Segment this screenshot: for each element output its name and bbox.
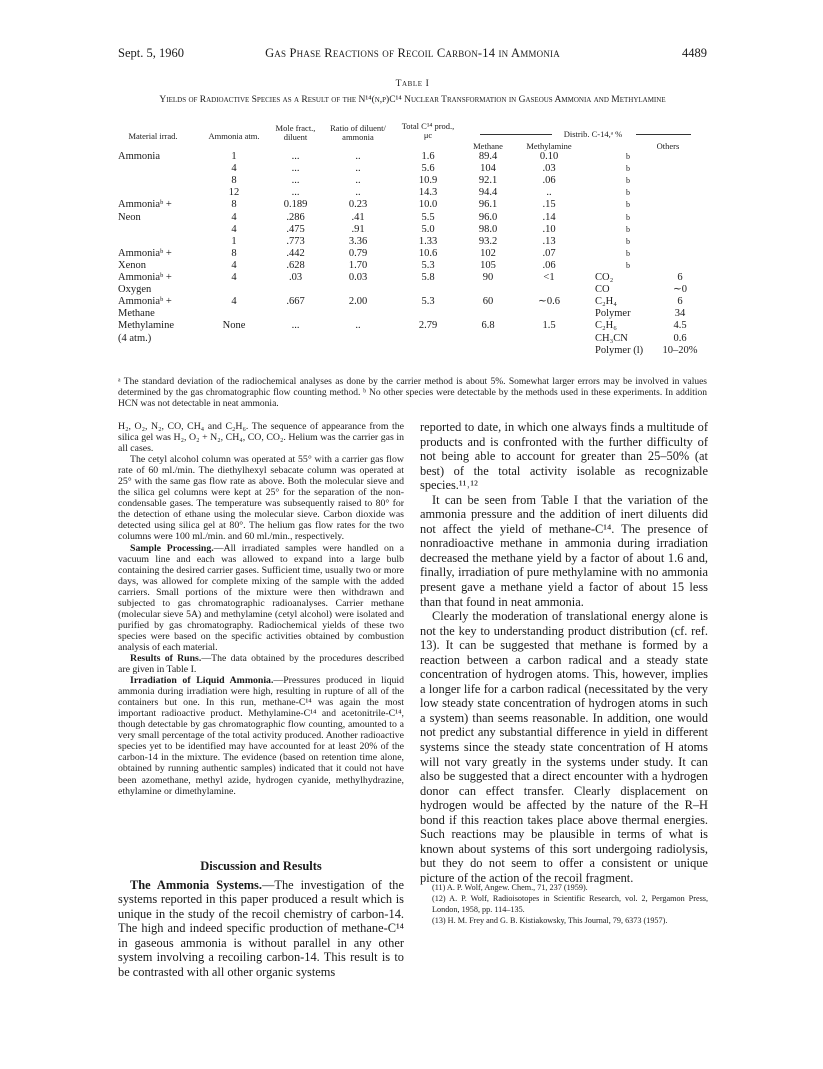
paragraph: H₂, O₂, N₂, CO, CH₄ and C₂H₆. The sequence of appearance from the silica gel was H₂, O₂ + N₂, CH₄, CO, CO₂. Helium was the carrier gas in all cases.: [118, 421, 404, 455]
col-header-total: Total C¹⁴ prod., μc: [401, 121, 455, 140]
cell-total: 5.8: [421, 272, 435, 283]
col-header-mole-fraction: Mole fract., diluent: [275, 123, 316, 142]
col-header-ammonia: Ammonia atm.: [208, 131, 260, 141]
cell-ammonia: 12: [228, 187, 240, 199]
cell-ratio: ..: [355, 151, 361, 162]
cell-total: 5.6: [421, 163, 435, 175]
cell-ammonia: 4: [231, 163, 237, 175]
cell-ammonia: 1: [231, 151, 237, 162]
cell-mole-fraction: .03: [288, 272, 303, 283]
cell-material: Methylamine: [118, 320, 174, 332]
cell-footnote-mark: b: [626, 188, 630, 198]
table-row: [118, 199, 707, 211]
cell-footnote-mark: b: [626, 236, 630, 246]
cell-ratio: 3.36: [348, 235, 368, 247]
cell-total: 10.0: [418, 199, 438, 211]
cell-footnote-mark: b: [626, 260, 630, 270]
cell-methylamine: ∼0.6: [538, 296, 560, 308]
cell-other-species: CH₃CN: [595, 332, 628, 344]
cell-mole-fraction: .442: [286, 247, 305, 259]
run-in-heading: Results of Runs.: [130, 652, 202, 664]
cell-footnote-mark: b: [626, 224, 630, 234]
table-row: [118, 345, 707, 357]
cell-other-value: 6: [677, 296, 683, 308]
cell-methylamine: .13: [542, 235, 556, 247]
cell-other-species: CO₂: [595, 272, 614, 283]
paragraph: reported to date, in which one always finds a multitude of products and is confronted with the further difficulty of not being able to account for greater than 25–50% (at best) of the total activity isolable as recognizable species.¹¹˒¹²: [420, 420, 708, 493]
col-header-methylamine: Methylamine: [526, 141, 572, 151]
header-date: Sept. 5, 1960: [118, 46, 184, 60]
cell-other-species: Polymer (l): [595, 344, 644, 356]
cell-ratio: .41: [351, 211, 365, 223]
table-row: [118, 308, 707, 320]
cell-methane: 102: [480, 247, 496, 259]
left-column-discussion: [118, 859, 404, 979]
table-row: [118, 272, 707, 284]
cell-methylamine: .07: [542, 247, 556, 259]
cell-other-value: 10–20%: [662, 344, 698, 356]
table-footnote: ᵃ The standard deviation of the radiochemical analyses as done by the carrier method is about 5%. Somewhat larger errors may be involved in values determined by the gas chromatographic flow counting method. ᵇ No other species were detectable by the methods used in these experiments. In addition HCN was not detectable in neat ammonia.: [118, 377, 707, 409]
cell-footnote-mark: b: [626, 200, 630, 210]
cell-methane: 96.0: [478, 211, 498, 223]
cell-methylamine: .15: [542, 199, 556, 211]
cell-mole-fraction: .475: [286, 223, 305, 235]
cell-footnote-mark: b: [626, 176, 630, 186]
col-header-ratio: Ratio of diluent/ ammonia: [330, 123, 386, 142]
cell-other-species: Polymer: [595, 308, 631, 320]
cell-methane: 93.2: [478, 235, 498, 247]
cell-ratio: 0.79: [348, 247, 368, 259]
paragraph-text: —Pressures produced in liquid ammonia during irradiation were high, resulting in rupture of all of the containers but one. In this run, methane-C¹⁴ was again the most important radioactive product. Methylamine-C¹⁴ and acetonitrile-C¹⁴, though detectable by gas chromatographic flow counting, amounted to a very small percentage of the total activity produced. Another radioactive species yet to be identified may have accounted for at least 20% of the carbon-14 in the mixture. The evidence (based on retention time alone, obtained by running authentic samples) indicated that it could not have been azomethane, methyl azide, hydrogen cyanide, methylhydrazine, ethylamine or dimethylamine.: [118, 675, 404, 797]
cell-methylamine: 1.5: [542, 320, 556, 332]
reference-item: (13) H. M. Frey and G. B. Kistiakowsky, This Journal, 79, 6373 (1957).: [432, 916, 668, 925]
cell-methylamine: .06: [542, 259, 556, 271]
section-heading: Discussion and Results: [200, 859, 322, 873]
reference-item: (11) A. P. Wolf, Angew. Chem., 71, 237 (1959).: [432, 883, 588, 892]
cell-material: Neon: [118, 211, 141, 223]
cell-ammonia: 4: [231, 272, 237, 283]
table-row: [118, 236, 707, 248]
table-row: [118, 260, 707, 272]
cell-ammonia: 8: [231, 175, 237, 187]
paragraph-text: —The data obtained by the procedures described are given in Table I.: [118, 652, 404, 676]
right-column: [420, 420, 708, 886]
cell-mole-fraction: .667: [286, 296, 305, 308]
cell-total: 5.3: [421, 296, 435, 308]
cell-ammonia: 4: [231, 211, 237, 223]
paragraph: [118, 675, 404, 797]
left-column: [118, 421, 404, 797]
references: [420, 882, 708, 926]
cell-material: Xenon: [118, 259, 146, 271]
paragraph: [118, 543, 404, 653]
cell-material: (4 atm.): [118, 332, 152, 344]
cell-methane: 96.1: [478, 199, 498, 211]
table-label: Table I: [395, 79, 430, 89]
distrib-rule-right: [636, 134, 691, 135]
cell-total: 1.6: [421, 151, 435, 162]
paragraph: [118, 878, 404, 980]
col-header-others: Others: [656, 141, 680, 151]
cell-mole-fraction: ...: [291, 163, 300, 175]
reference-item: (12) A. P. Wolf, Radioisotopes in Scientific Research, vol. 2, Pergamon Press, London, 1958, pp. 114–135.: [432, 894, 708, 914]
table-row: [118, 224, 707, 236]
col-header-methane: Methane: [473, 141, 503, 151]
cell-material: Oxygen: [118, 284, 152, 296]
cell-total: 5.5: [421, 211, 435, 223]
cell-mole-fraction: ...: [291, 175, 300, 187]
cell-methylamine: <1: [543, 272, 555, 283]
cell-mole-fraction: .286: [286, 211, 305, 223]
cell-methane: 94.4: [478, 187, 498, 199]
cell-other-value: 34: [674, 308, 686, 320]
cell-methane: 92.1: [478, 175, 498, 187]
cell-methane: 105: [480, 259, 496, 271]
cell-total: 10.6: [418, 247, 438, 259]
cell-methane: 60: [482, 296, 494, 308]
cell-mole-fraction: .773: [286, 235, 305, 247]
run-in-heading: Sample Processing.: [130, 542, 214, 554]
cell-methylamine: 0.10: [539, 151, 559, 162]
cell-material: Ammoniaᵇ +: [118, 296, 172, 308]
table-row: [118, 151, 707, 163]
col-header-distrib: Distrib. C-14,ᵃ %: [563, 129, 623, 139]
paragraph-text: —The investigation of the systems reported in this paper produced a result which is unique in the study of the recoil chemistry of carbon-14. The high and indeed specific production of methane-C¹⁴ in gaseous ammonia is without parallel in any other system involving a recoiling carbon-14. This result is to be contrasted with all other organic systems: [118, 877, 404, 979]
cell-other-species: C₂H₄: [595, 296, 617, 308]
cell-ratio: ..: [355, 163, 361, 175]
paragraph: [118, 653, 404, 675]
run-in-heading: The Ammonia Systems.: [130, 877, 262, 892]
table-row: [118, 248, 707, 260]
cell-mole-fraction: ...: [291, 151, 300, 162]
paragraph: It can be seen from Table I that the variation of the ammonia pressure and the addition of inert diluents did not affect the yield of methane-C¹⁴. The presence of nonradioactive methane in ammonia during irradiation decreased the methane yield by a factor of about 1.6 and, finally, irradiation of pure methylamine with no ammonia present gave a methane yield a factor of about 15 less than that found in neat ammonia.: [420, 492, 708, 609]
cell-total: 5.0: [421, 223, 435, 235]
table-row: [118, 187, 707, 199]
cell-ratio: .91: [351, 223, 365, 235]
table-row: [118, 296, 707, 308]
col-header-material: Material irrad.: [128, 131, 178, 141]
cell-material: Ammoniaᵇ +: [118, 247, 172, 259]
cell-material: Ammoniaᵇ +: [118, 199, 172, 211]
cell-total: 1.33: [418, 235, 438, 247]
cell-methane: 98.0: [478, 223, 498, 235]
table-row: [118, 333, 707, 345]
table-row: [118, 175, 707, 187]
cell-other-value: 6: [677, 272, 683, 283]
cell-ratio: 2.00: [348, 296, 368, 308]
cell-total: 2.79: [418, 320, 438, 332]
cell-total: 14.3: [418, 187, 438, 199]
table-caption: Yields of Radioactive Species as a Result of the N¹⁴(n,p)C¹⁴ Nuclear Transformation in Gaseous Ammonia and Methylamine: [159, 95, 666, 105]
cell-methylamine: .10: [542, 223, 556, 235]
header-title: Gas Phase Reactions of Recoil Carbon-14 in Ammonia: [265, 46, 560, 60]
header-page-number: 4489: [682, 46, 707, 60]
cell-ratio: 0.03: [348, 272, 368, 283]
table-row: [118, 212, 707, 224]
cell-ratio: 1.70: [348, 259, 368, 271]
cell-methane: 89.4: [478, 151, 498, 162]
cell-other-value: 4.5: [673, 320, 687, 332]
cell-other-value: 0.6: [673, 332, 687, 344]
cell-ratio: ..: [355, 320, 361, 332]
table-row: [118, 163, 707, 175]
cell-footnote-mark: b: [626, 248, 630, 258]
cell-methylamine: .03: [542, 163, 556, 175]
cell-mole-fraction: ...: [291, 320, 300, 332]
cell-material: Ammonia: [118, 151, 160, 162]
cell-footnote-mark: b: [626, 152, 630, 161]
cell-methylamine: ..: [546, 187, 552, 199]
table-row: [118, 284, 707, 296]
cell-methane: 90: [482, 272, 494, 283]
table-row: [118, 320, 707, 332]
cell-ratio: ..: [355, 175, 361, 187]
cell-ammonia: 4: [231, 296, 237, 308]
paragraph-text: —All irradiated samples were handled on a vacuum line and each was allowed to expand into a large bulb containing the desired carrier gases. Sufficient time, usually two or more days, was allowed for complete mixing of the sample with the added carriers. Small portions of the mixture were then withdrawn and subjected to gas chromatographic radioanalyses. Carrier methane (molecular sieve 5A) and methylamine (cetyl alcohol) were isolated and purified by gas chromatography. Radiochemical yields of these two species were based on the specific activities obtained by combustion analysis of each material.: [118, 542, 404, 653]
cell-material: Ammoniaᵇ +: [118, 272, 172, 283]
running-header: [118, 46, 707, 62]
cell-ammonia: 8: [231, 247, 237, 259]
cell-ammonia: 4: [231, 223, 237, 235]
cell-footnote-mark: b: [626, 164, 630, 174]
cell-total: 5.3: [421, 259, 435, 271]
run-in-heading: Irradiation of Liquid Ammonia.: [130, 675, 274, 687]
cell-mole-fraction: .628: [286, 259, 305, 271]
cell-footnote-mark: b: [626, 212, 630, 222]
cell-material: Methane: [118, 308, 155, 320]
cell-ammonia: 8: [231, 199, 237, 211]
cell-mole-fraction: 0.189: [283, 199, 308, 211]
cell-other-value: ∼0: [672, 284, 688, 296]
paragraph: The cetyl alcohol column was operated at 55° with a carrier gas flow rate of 60 ml./min. The diethylhexyl sebacate column was operated at 25° with the same gas flow rate as above. Both the molecular sieve and the silica gel columns were kept at 25° for the separation of the non-condensable gases. The temperature was subsequently raised to 80° for the detection of ethane using the molecular sieve. Carbon dioxide was detected using silica gel at 80°. The helium gas flow rates for the two columns were 100 ml./min. and 60 ml./min., respectively.: [118, 454, 404, 543]
cell-mole-fraction: ...: [291, 187, 300, 199]
paragraph: Clearly the moderation of translational energy alone is not the key to understanding product distribution (cf. ref. 13). It can be suggested that methane is formed by a reaction between a carbon radical and a steady state concentration of hydrogen atoms. This, however, implies a longer life for a carbon radical (necessitated by the very low steady state concentration of hydrogen atoms in such a system) than seems reasonable. In addition, one would not predict any substantial difference in yield in different systems since the steady state concentration of H atoms will not vary greatly in the systems under study. It can also be suggested that a direct encounter with a hydrogen donor can effect transfer. Clearly displacement on hydrogen would be affected by the nature of the R–H bond if this reaction takes place above thermal energies. Such reactions may be plausible in terms of what is known about systems of this sort undergoing radiolysis, but they do not seem to offer a consistent or unique picture of the action of the recoil fragment.: [420, 609, 708, 885]
cell-other-species: C₂H₆: [595, 320, 617, 332]
cell-ratio: 0.23: [348, 199, 368, 211]
cell-methylamine: .14: [542, 211, 556, 223]
cell-ratio: ..: [355, 187, 361, 199]
cell-other-species: CO: [595, 284, 610, 296]
cell-methane: 104: [480, 163, 496, 175]
cell-methane: 6.8: [481, 320, 495, 332]
cell-ammonia: 4: [231, 259, 237, 271]
cell-total: 10.9: [418, 175, 438, 187]
cell-ammonia: None: [222, 320, 246, 332]
cell-methylamine: .06: [542, 175, 556, 187]
cell-ammonia: 1: [231, 235, 237, 247]
